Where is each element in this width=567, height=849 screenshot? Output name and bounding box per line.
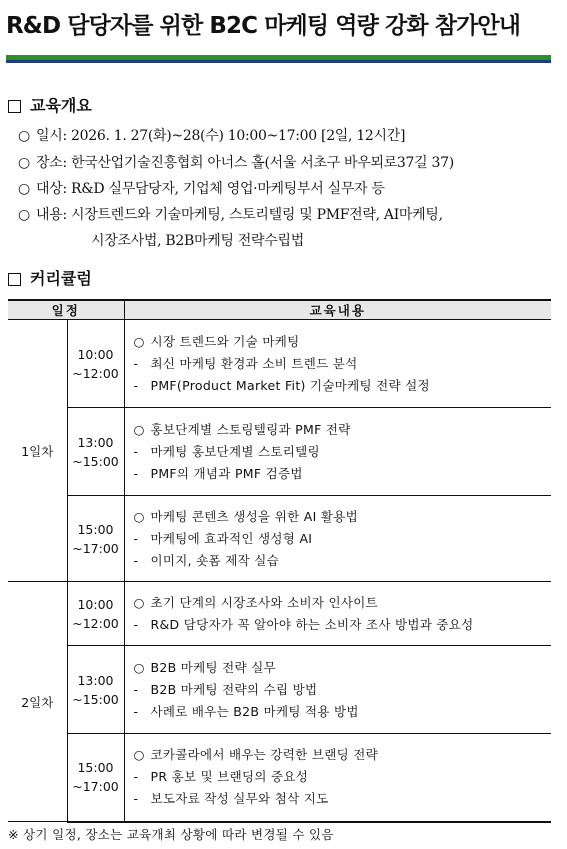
session-point [134, 463, 552, 485]
circle-bullet-icon: ○ [18, 181, 30, 197]
table-header-row [8, 300, 551, 320]
session-content [124, 734, 551, 822]
circle-bullet-icon: ○ [18, 155, 30, 171]
session-point [134, 766, 552, 788]
dash-bullet-icon: - [133, 703, 139, 719]
dash-bullet-icon: - [133, 616, 139, 632]
session-time [67, 496, 124, 582]
curriculum-table [8, 299, 551, 823]
session-time [67, 734, 124, 822]
time-start: 15:00 [77, 521, 114, 537]
session-title [134, 657, 552, 679]
table-row [8, 408, 551, 496]
session-title [134, 331, 552, 353]
session-title [134, 592, 552, 614]
session-content [124, 320, 551, 408]
footnote: ※ 상기 일정, 장소는 교육개최 상황에 따라 변경될 수 있음 [8, 827, 334, 842]
session-point-text: 사례로 배우는 B2B 마케팅 적용 방법 [150, 703, 359, 719]
session-time [67, 646, 124, 734]
overview-item-text: 내용: 시장트렌드와 기술마케팅, 스토리텔링 및 PMF전략, AI마케팅, [36, 207, 443, 223]
table-row [8, 734, 551, 822]
session-point-text: PMF(Product Market Fit) 기술마케팅 전략 설정 [150, 377, 430, 393]
session-point [134, 788, 552, 810]
session-time [67, 582, 124, 646]
session-time [67, 320, 124, 408]
dash-bullet-icon: - [133, 465, 139, 481]
circle-bullet-icon: ○ [133, 594, 145, 610]
overview-item-text: 대상: R&D 실무담당자, 기업체 영업·마케팅부서 실무자 등 [36, 181, 385, 197]
overview-item-target [18, 177, 385, 201]
dash-bullet-icon: - [133, 377, 139, 393]
session-point-text: 마케팅에 효과적인 생성형 AI [150, 530, 313, 546]
table-row [8, 582, 551, 646]
session-point [134, 528, 552, 550]
dash-bullet-icon: - [133, 552, 139, 568]
session-point [134, 701, 552, 723]
table-row [8, 496, 551, 582]
session-point-text: 마케팅 홍보단계별 스토리텔링 [150, 443, 320, 459]
session-point [134, 550, 552, 572]
session-point-text: PR 홍보 및 브랜딩의 중요성 [150, 769, 309, 785]
session-point-text: B2B 마케팅 전략의 수립 방법 [150, 681, 318, 697]
session-title-text: 시장 트렌드와 기술 마케팅 [150, 333, 300, 349]
session-point-text: PMF의 개념과 PMF 검증법 [150, 465, 303, 481]
overview-item-content [18, 203, 443, 227]
time-end: ~17:00 [72, 779, 119, 795]
overview-item-content-continuation: 시장조사법, B2B마케팅 전략수립법 [91, 233, 304, 249]
dash-bullet-icon: - [133, 530, 139, 546]
circle-bullet-icon: ○ [18, 207, 30, 223]
dash-bullet-icon: - [133, 443, 139, 459]
session-point [134, 353, 552, 375]
time-end: ~12:00 [72, 365, 119, 381]
time-start: 13:00 [77, 672, 114, 688]
session-content [124, 582, 551, 646]
session-point-text: 보도자료 작성 실무와 첨삭 지도 [150, 791, 329, 807]
session-point-text: R&D 담당자가 꼭 알아야 하는 소비자 조사 방법과 중요성 [150, 616, 474, 632]
time-start: 15:00 [77, 760, 114, 776]
circle-bullet-icon: ○ [133, 333, 145, 349]
time-start: 13:00 [77, 434, 114, 450]
session-content [124, 646, 551, 734]
circle-bullet-icon: ○ [18, 128, 30, 144]
dash-bullet-icon: - [133, 791, 139, 807]
session-point-text: 이미지, 숏폼 제작 실습 [150, 552, 279, 568]
day-label: 1일차 [8, 320, 67, 582]
square-bullet-icon [8, 100, 21, 113]
session-point [134, 614, 552, 636]
time-end: ~15:00 [72, 691, 119, 707]
overview-item-text: 장소: 한국산업기술진흥협회 아너스 홀(서울 서초구 바우뫼로37길 37) [36, 155, 454, 171]
dash-bullet-icon: - [133, 681, 139, 697]
day-label: 2일차 [8, 582, 67, 822]
circle-bullet-icon: ○ [133, 421, 145, 437]
session-title-text: 초기 단계의 시장조사와 소비자 인사이트 [150, 594, 378, 610]
session-point-text: 최신 마케팅 환경과 소비 트렌드 분석 [150, 355, 358, 371]
session-title-text: 마케팅 콘텐츠 생성을 위한 AI 활용법 [150, 508, 358, 524]
table-row [8, 320, 551, 408]
overview-item-venue [18, 151, 454, 175]
circle-bullet-icon: ○ [133, 747, 145, 763]
dash-bullet-icon: - [133, 355, 139, 371]
circle-bullet-icon: ○ [133, 659, 145, 675]
time-end: ~15:00 [72, 453, 119, 469]
section-heading-curriculum [8, 268, 92, 290]
session-point [134, 679, 552, 701]
curriculum-heading-text: 커리큘럼 [30, 269, 92, 288]
header-content: 교육내용 [124, 300, 551, 320]
page-title: R&D 담당자를 위한 B2C 마케팅 역량 강화 참가안내 [6, 13, 521, 39]
square-bullet-icon [8, 273, 21, 286]
overview-item-text: 일시: 2026. 1. 27(화)~28(수) 10:00~17:00 [2일, 12시간] [36, 128, 406, 144]
session-title-text: B2B 마케팅 전략 실무 [150, 659, 276, 675]
table-row [8, 646, 551, 734]
time-start: 10:00 [77, 596, 114, 612]
session-title-text: 코카콜라에서 배우는 강력한 브랜딩 전략 [150, 747, 378, 763]
overview-heading-text: 교육개요 [30, 96, 92, 115]
session-time [67, 408, 124, 496]
title-underline-navy [6, 60, 551, 63]
dash-bullet-icon: - [133, 769, 139, 785]
session-point [134, 375, 552, 397]
header-schedule: 일정 [8, 300, 124, 320]
session-content [124, 408, 551, 496]
time-end: ~17:00 [72, 540, 119, 556]
session-title [134, 419, 552, 441]
time-start: 10:00 [77, 346, 114, 362]
session-content [124, 496, 551, 582]
session-point [134, 441, 552, 463]
time-end: ~12:00 [72, 615, 119, 631]
section-heading-overview [8, 95, 92, 117]
session-title-text: 홍보단계별 스토링텔링과 PMF 전략 [150, 421, 351, 437]
circle-bullet-icon: ○ [133, 508, 145, 524]
session-title [134, 506, 552, 528]
session-title [134, 744, 552, 766]
overview-item-date [18, 124, 405, 148]
